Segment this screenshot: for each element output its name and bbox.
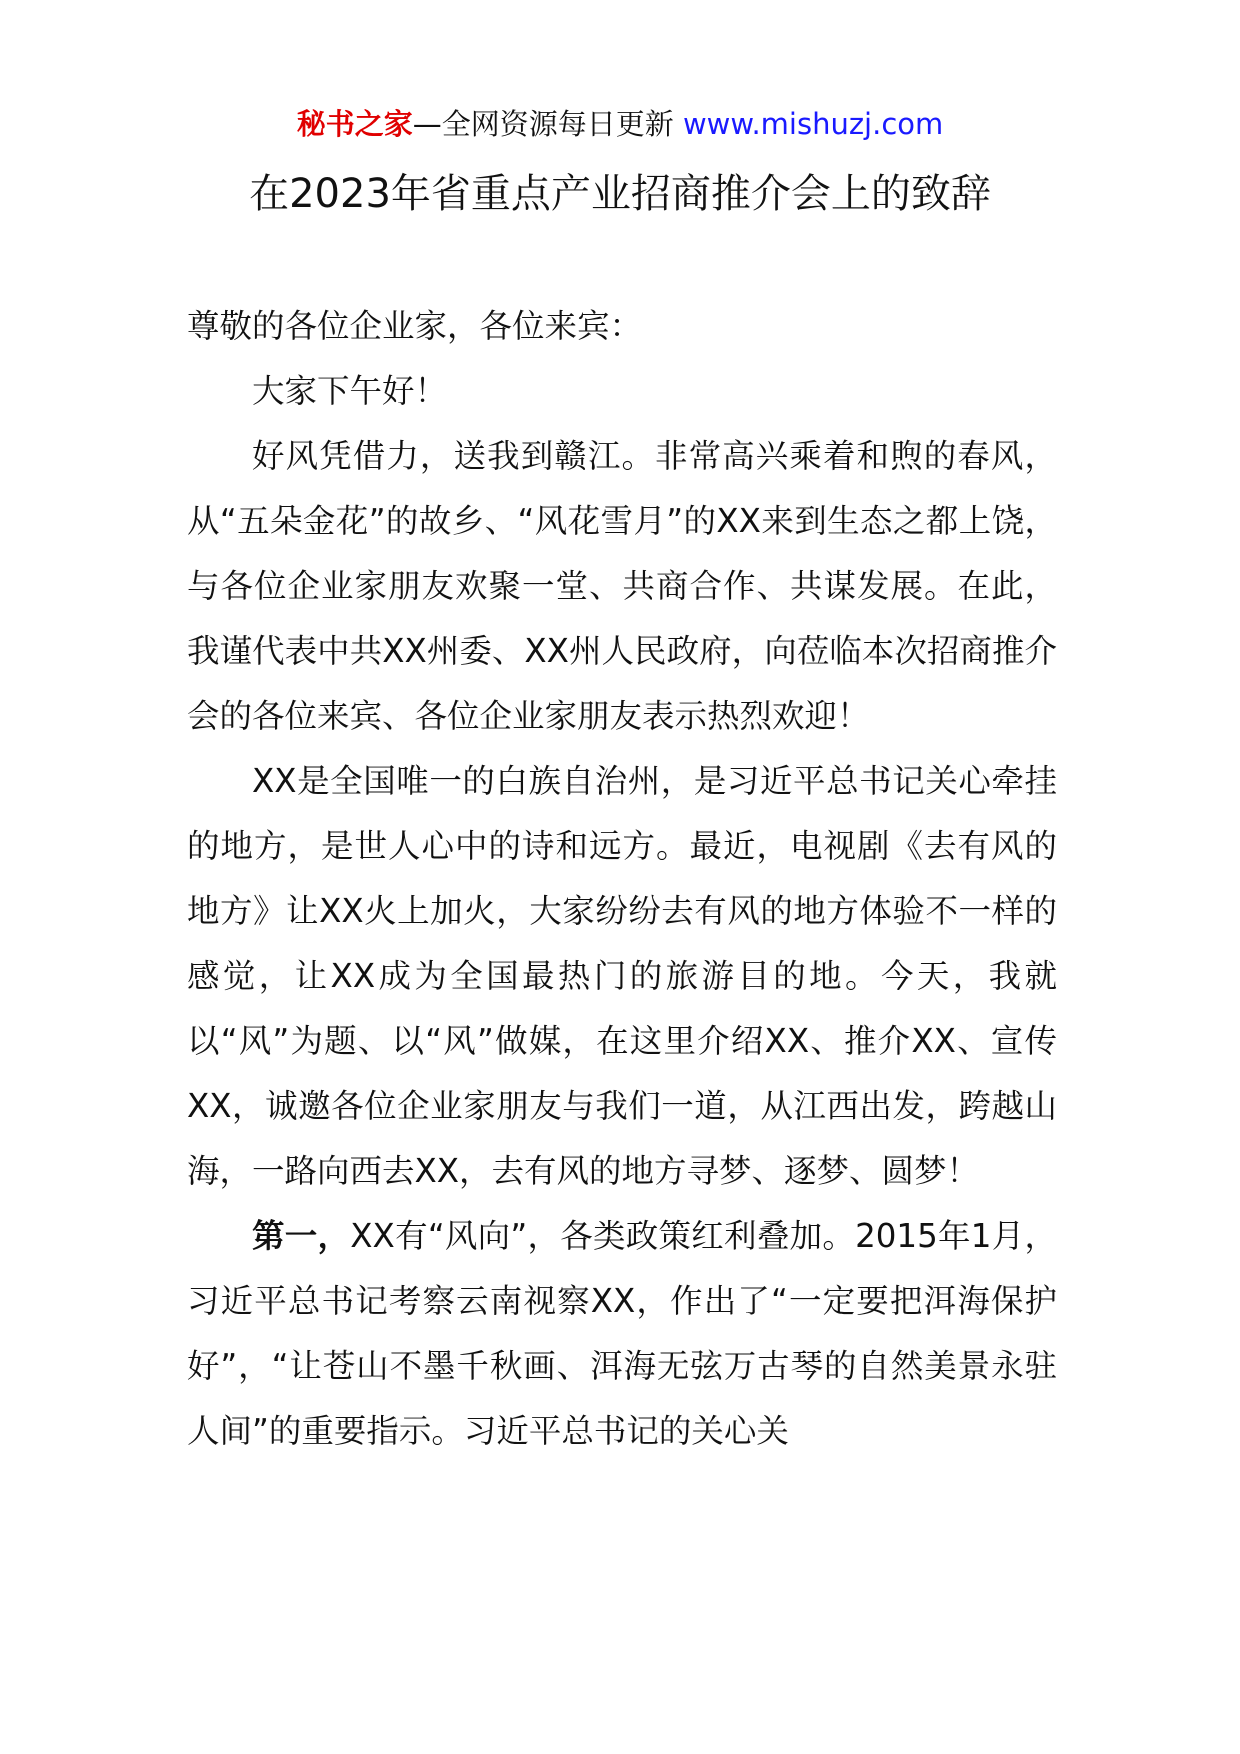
greeting: 大家下午好！ [252,372,448,410]
site-url-link[interactable]: www.mishuzj.com [682,107,944,141]
site-header [0,104,1240,144]
document-body [187,294,1057,1464]
site-slogan: —全网资源每日更新 [412,107,674,141]
brand-name: 秘书之家 [296,107,413,141]
document-title: 在2023年省重点产业招商推介会上的致辞 [249,171,991,217]
paragraph-3 [187,1204,1057,1464]
paragraph-1: 好风凭借力，送我到赣江。非常高兴乘着和煦的春风，从“五朵金花”的故乡、“风花雪月”的XX来到生态之都上饶，与各位企业家朋友欢聚一堂、共商合作、共谋发展。在此，我谨代表中共XX州委、XX州人民政府，向莅临本次招商推介会的各位来宾、各位企业家朋友表示热烈欢迎！ [187,437,1057,735]
paragraph-2: XX是全国唯一的白族自治州，是习近平总书记关心牵挂的地方，是世人心中的诗和远方。最近，电视剧《去有风的地方》让XX火上加火，大家纷纷去有风的地方体验不一样的感觉，让XX成为全国最热门的旅游目的地。今天，我就以“风”为题、以“风”做媒，在这里介绍XX、推介XX、宣传XX，诚邀各位企业家朋友与我们一道，从江西出发，跨越山海，一路向西去XX，去有风的地方寻梦、逐梦、圆梦！ [187,762,1057,1190]
paragraph-3-lead: 第一， [252,1217,351,1255]
paragraph-3-text: XX有“风向”，各类政策红利叠加。2015年1月，习近平总书记考察云南视察XX，作出了“一定要把洱海保护好”，“让苍山不墨千秋画、洱海无弦万古琴的自然美景永驻人间”的重要指示。习近平总书记的关心关 [187,1217,1057,1450]
salutation: 尊敬的各位企业家，各位来宾： [187,307,643,345]
